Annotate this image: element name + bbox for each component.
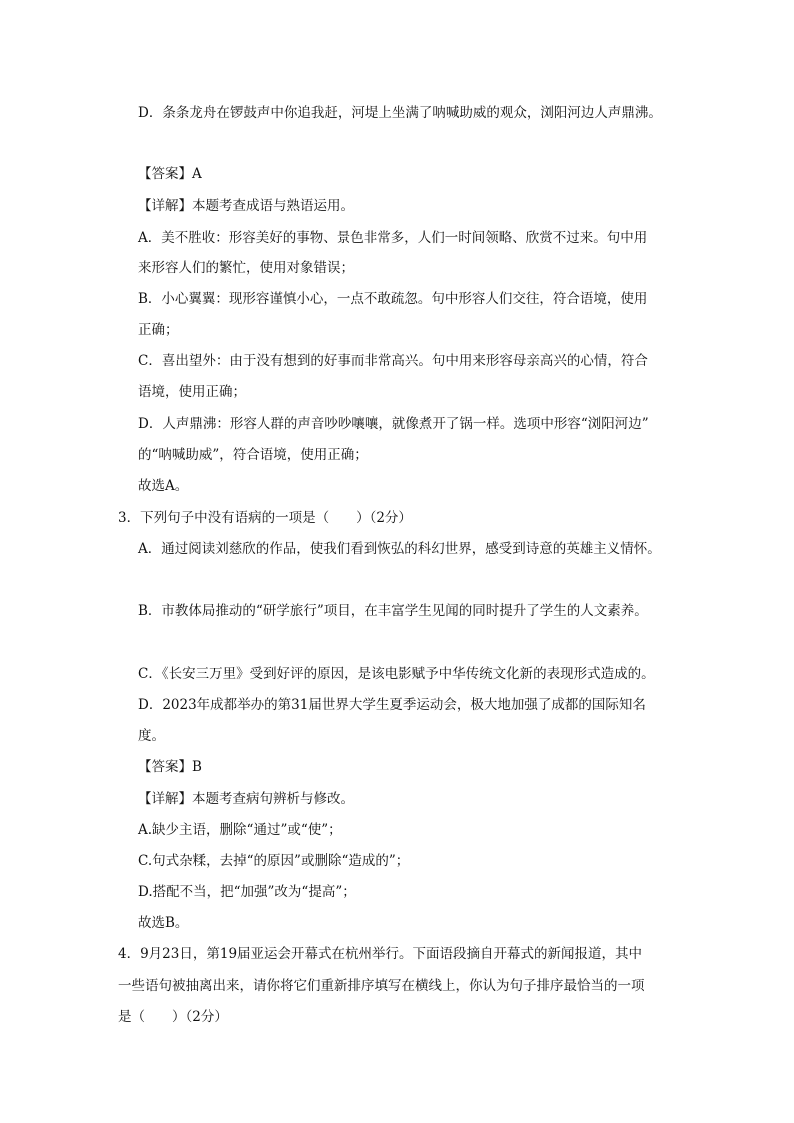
text-line: A.缺少主语，删除“通过”或“使”； — [138, 822, 342, 838]
text-line: A．通过阅读刘慈欣的作品，使我们看到恢弘的科幻世界，感受到诗意的英雄主义情怀。 — [138, 541, 661, 557]
text-line: C．《长安三万里》受到好评的原因，是该电影赋予中华传统文化新的表现形式造成的。 — [138, 666, 655, 682]
text-line: D．人声鼎沸：形容人群的声音吵吵嚷嚷，就像煮开了锅一样。选项中形容“浏阳河边” — [138, 416, 649, 432]
text-line: 一些语句被抽离出来，请你将它们重新排序填写在横线上，你认为句子排序最恰当的一项 — [118, 978, 645, 994]
text-line: B．市教体局推动的“研学旅行”项目，在丰富学生见闻的同时提升了学生的人文素养。 — [138, 603, 648, 619]
text-line: 度。 — [138, 728, 165, 744]
text-line: 故选A。 — [138, 478, 189, 494]
text-line: 【详解】本题考查成语与熟语运用。 — [138, 198, 354, 214]
text-line: C.句式杂糅，去掉“的原因”或删除“造成的”； — [138, 853, 410, 869]
text-line: 故选B。 — [138, 915, 189, 931]
text-line: 【答案】B — [138, 759, 202, 775]
text-line: 3．下列句子中没有语病的一项是（ ）（2分） — [118, 510, 412, 526]
text-line: D．2023年成都举办的第31届世界大学生夏季运动会，极大地加强了成都的国际知名 — [138, 697, 646, 713]
text-line: 4．9月23日，第19届亚运会开幕式在杭州举行。下面语段摘自开幕式的新闻报道，其中 — [118, 946, 643, 962]
text-line: 来形容人们的繁忙，使用对象错误； — [138, 260, 354, 276]
text-line: D.搭配不当，把“加强”改为“提高”； — [138, 884, 356, 900]
text-line: 【答案】A — [138, 166, 202, 182]
text-line: B．小心翼翼：现形容谨慎小心，一点不敢疏忽。句中形容人们交往，符合语境，使用 — [138, 291, 648, 307]
text-line: 语境，使用正确； — [138, 384, 246, 400]
text-line: 的“呐喊助威”，符合语境，使用正确； — [138, 447, 368, 463]
text-line: D．条条龙舟在锣鼓声中你追我赶，河堤上坐满了呐喊助威的观众，浏阳河边人声鼎沸。 — [138, 105, 662, 121]
text-line: A．美不胜收：形容美好的事物、景色非常多，人们一时间领略、欣赏不过来。句中用 — [138, 230, 648, 246]
text-line: 正确； — [138, 322, 179, 338]
text-line: C．喜出望外：由于没有想到的好事而非常高兴。句中用来形容母亲高兴的心情，符合 — [138, 353, 648, 369]
text-line: 【详解】本题考查病句辨析与修改。 — [138, 791, 354, 807]
text-line: 是（ ）（2分） — [118, 1009, 228, 1025]
